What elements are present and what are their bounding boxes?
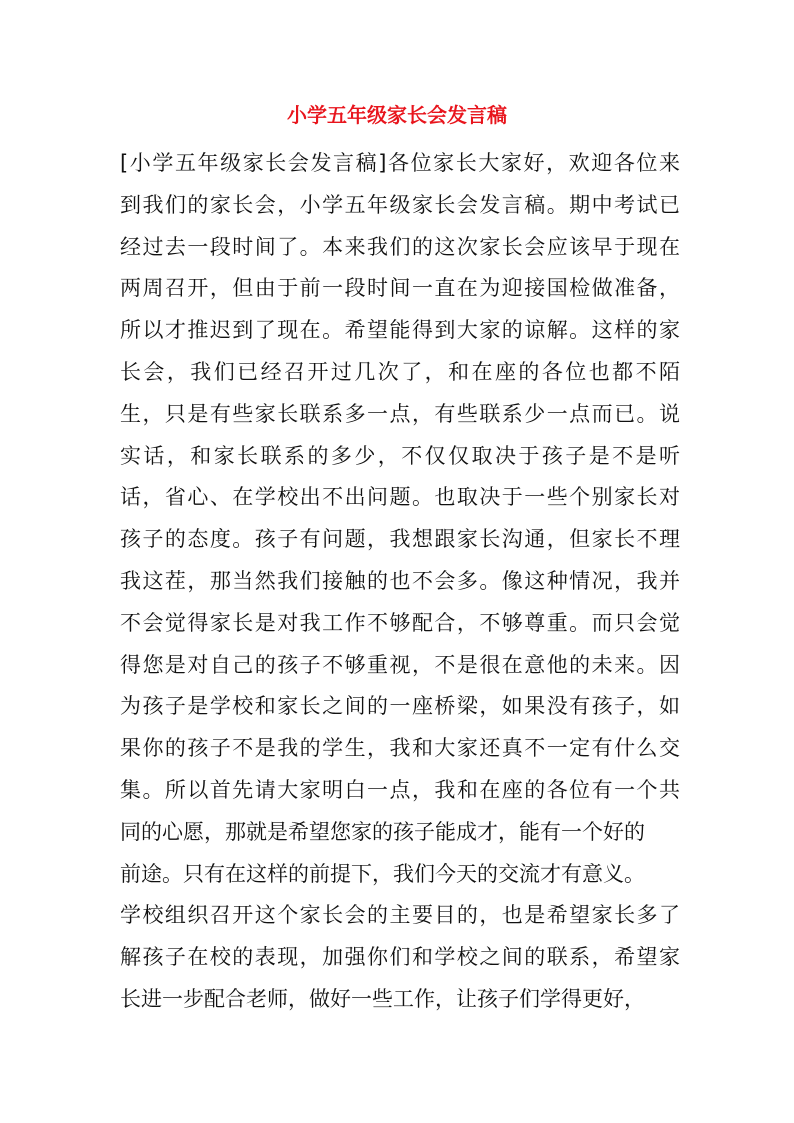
body-line: 为孩子是学校和家长之间的一座桥梁，如果没有孩子，如 — [120, 694, 680, 719]
body-line: 长会，我们已经召开过几次了，和在座的各位也都不陌 — [120, 359, 680, 384]
document-body — [120, 143, 680, 1021]
body-line: 话，省心、在学校出不出问题。也取决于一些个别家长对 — [120, 485, 680, 510]
body-line: 我这茬，那当然我们接触的也不会多。像这种情况，我并 — [120, 568, 680, 593]
body-line: 前途。只有在这样的前提下，我们今天的交流才有意义。 — [120, 861, 645, 886]
body-line: 解孩子在校的表现，加强你们和学校之间的联系，希望家 — [120, 945, 680, 970]
document-title: 小学五年级家长会发言稿 — [287, 103, 507, 127]
body-line: 实话，和家长联系的多少，不仅仅取决于孩子是不是听 — [120, 443, 680, 468]
body-line: 孩子的态度。孩子有问题，我想跟家长沟通，但家长不理 — [120, 527, 680, 552]
body-line: [小学五年级家长会发言稿]各位家长大家好，欢迎各位来 — [120, 151, 680, 175]
body-line: 得您是对自己的孩子不够重视，不是很在意他的未来。因 — [120, 652, 680, 677]
body-line: 同的心愿，那就是希望您家的孩子能成才，能有一个好的 — [120, 819, 645, 844]
body-line: 不会觉得家长是对我工作不够配合，不够尊重。而只会觉 — [120, 610, 680, 635]
body-line: 学校组织召开这个家长会的主要目的，也是希望家长多了 — [120, 903, 680, 928]
body-line: 经过去一段时间了。本来我们的这次家长会应该早于现在 — [120, 234, 680, 259]
body-line: 生，只是有些家长联系多一点，有些联系少一点而已。说 — [120, 401, 680, 426]
body-line: 所以才推迟到了现在。希望能得到大家的谅解。这样的家 — [120, 318, 680, 343]
body-line: 两周召开，但由于前一段时间一直在为迎接国检做准备， — [120, 276, 680, 301]
body-line: 果你的孩子不是我的学生，我和大家还真不一定有什么交 — [120, 736, 680, 761]
body-line: 到我们的家长会，小学五年级家长会发言稿。期中考试已 — [120, 192, 680, 217]
body-line: 集。所以首先请大家明白一点，我和在座的各位有一个共 — [120, 777, 680, 802]
body-line: 长进一步配合老师，做好一些工作，让孩子们学得更好， — [120, 986, 645, 1011]
